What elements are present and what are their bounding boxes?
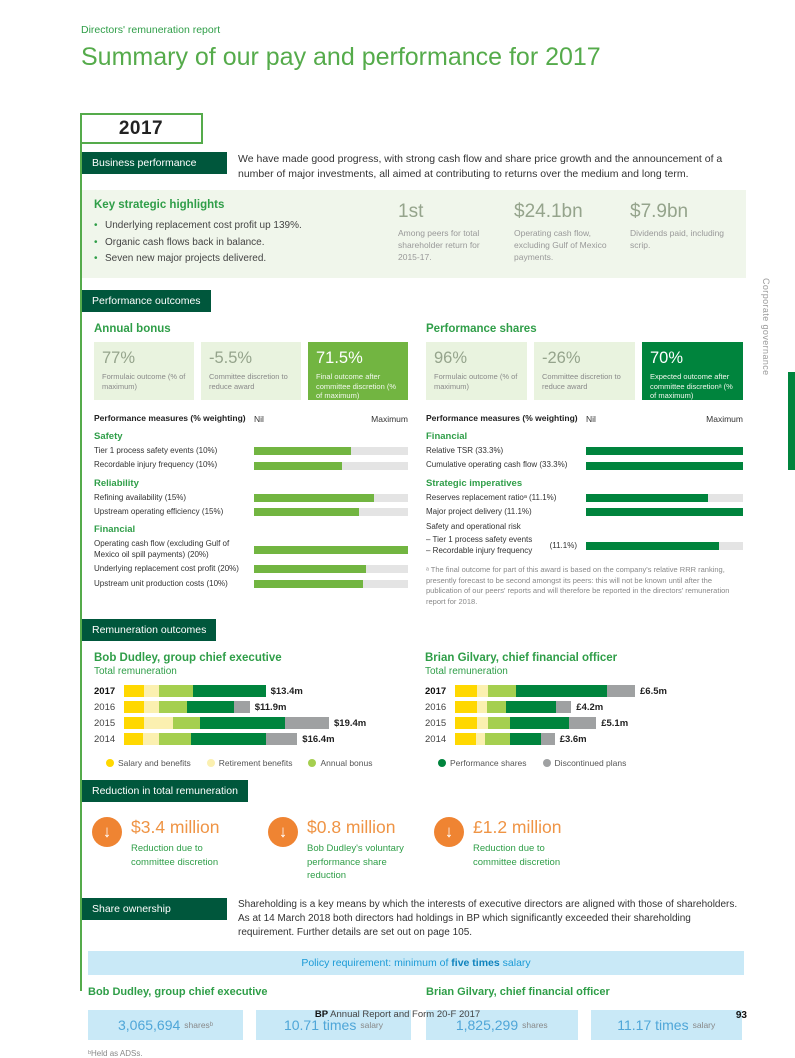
performance-outcomes-columns bbox=[82, 312, 746, 607]
bar-segment bbox=[488, 717, 510, 729]
remuneration-bar-row bbox=[94, 685, 407, 697]
executive-name: Brian Gilvary, chief financial officer bbox=[425, 652, 618, 665]
stat-caption: Among peers for total shareholder return for 2015-17. bbox=[398, 228, 480, 263]
scale-nil-label: Nil bbox=[586, 413, 596, 424]
bar-segment bbox=[159, 685, 193, 697]
stacked-bar bbox=[455, 701, 571, 713]
measure-bar-track bbox=[586, 508, 743, 516]
chart-subtitle: Total remuneration bbox=[94, 666, 177, 678]
reduction-value: $0.8 million bbox=[307, 817, 396, 838]
measure-label: Operating cash flow (excluding Gulf of Mexico oil spill payments) (20%) bbox=[94, 539, 230, 559]
measure-group-heading: Financial bbox=[94, 524, 136, 536]
bar-segment bbox=[144, 717, 173, 729]
dudley-chart-block bbox=[82, 652, 417, 749]
section-label-performance-outcomes: Performance outcomes bbox=[82, 290, 211, 312]
year-label: 2015 bbox=[425, 717, 447, 729]
down-arrow-icon: ↓ bbox=[434, 817, 464, 847]
bar-segment bbox=[285, 717, 329, 729]
down-arrow-icon: ↓ bbox=[92, 817, 122, 847]
measure-bar-track bbox=[254, 508, 408, 516]
reduction-value: £1.2 million bbox=[473, 817, 562, 838]
scale-maximum-label: Maximum bbox=[371, 413, 408, 424]
bar-segment bbox=[477, 717, 488, 729]
report-eyebrow: Directors' remuneration report bbox=[81, 24, 221, 36]
rrr-footnote: ᵃ The final outcome for part of this award is based on the company's relative RRR ranking, presently forecast to be second amongst its peers: this will not be known until after the publication of our peers' reports and will therefore be reported in the directors' remuneration report for 2018. bbox=[426, 565, 730, 606]
measure-bar-track bbox=[586, 542, 743, 550]
measure-group-heading: Strategic imperatives bbox=[426, 477, 523, 489]
section-label-share-ownership: Share ownership bbox=[82, 898, 227, 920]
reduction-caption: Reduction due to committee discretion bbox=[131, 843, 219, 868]
stat-item bbox=[630, 201, 734, 268]
legend-group-right bbox=[418, 758, 626, 768]
remuneration-bar-row bbox=[425, 733, 742, 745]
bar-total-label: $13.4m bbox=[270, 685, 303, 697]
measure-label: Major project delivery (11.1%) bbox=[426, 507, 532, 517]
outcome-caption: Formulaic outcome (% of maximum) bbox=[102, 371, 186, 391]
section-label-reduction: Reduction in total remuneration bbox=[82, 780, 248, 802]
intro-text: We have made good progress, with strong cash flow and share price growth and the announcement of a number of major investments, all aimed at contributing to returns over the medium and long term. bbox=[238, 153, 723, 180]
measures-table-header bbox=[94, 413, 408, 424]
bar-total-label: £6.5m bbox=[640, 685, 667, 697]
stat-value: 1st bbox=[398, 201, 424, 223]
share-ownership-text: Shareholding is a key means by which the interests of executive directors are aligned with those of shareholders. As at 14 March 2018 both directors had holdings in BP which significantly exceeded their shareholding requirement. Further details are set out on page 105. bbox=[238, 899, 738, 939]
outcome-box-final bbox=[308, 342, 408, 400]
measure-bar-track bbox=[254, 565, 408, 573]
remuneration-bar-row bbox=[425, 685, 742, 697]
measure-bar-fill bbox=[586, 542, 719, 550]
legend-label: Discontinued plans bbox=[554, 758, 627, 769]
measure-row bbox=[426, 446, 743, 456]
page-number: 93 bbox=[735, 1010, 747, 1021]
outcome-box-discretion bbox=[534, 342, 635, 400]
legend-item bbox=[438, 758, 527, 768]
outcome-value: -5.5% bbox=[209, 348, 253, 367]
measure-bar-fill bbox=[254, 580, 363, 588]
scale-nil-label: Nil bbox=[254, 413, 264, 424]
policy-requirement-banner bbox=[88, 951, 744, 975]
measure-bar-track bbox=[586, 462, 743, 470]
measure-row bbox=[426, 535, 743, 556]
reduction-caption: Reduction due to committee discretion bbox=[473, 843, 561, 868]
measure-row bbox=[94, 446, 408, 456]
legend-dot bbox=[106, 759, 114, 767]
gilvary-stacked-chart bbox=[425, 685, 742, 745]
stat-value: $24.1bn bbox=[514, 201, 583, 223]
highlights-list-block bbox=[94, 199, 398, 268]
bar-segment bbox=[143, 733, 159, 745]
ads-footnote: ᵇHeld as ADSs. bbox=[88, 1049, 143, 1058]
measures-header-scale bbox=[254, 414, 408, 424]
bar-segment bbox=[510, 733, 540, 745]
bar-total-label: £3.6m bbox=[559, 733, 587, 745]
measure-bar-fill bbox=[254, 447, 351, 455]
year-label: 2014 bbox=[94, 733, 116, 745]
bar-total-label: $16.4m bbox=[302, 733, 335, 745]
measure-row bbox=[426, 507, 743, 517]
remuneration-bar-row bbox=[425, 701, 742, 713]
bar-segment bbox=[144, 685, 159, 697]
bar-segment bbox=[173, 717, 200, 729]
measures-header-label: Performance measures (% weighting) bbox=[426, 412, 578, 423]
measure-bar-track bbox=[254, 546, 408, 554]
salary-unit: salary bbox=[360, 1020, 384, 1031]
measure-bar-fill bbox=[254, 462, 342, 470]
year-label: 2017 bbox=[80, 113, 203, 144]
measure-bar-fill bbox=[254, 508, 359, 516]
highlight-stats bbox=[398, 199, 734, 268]
measure-label-lines: – Tier 1 process safety events – Recordable injury frequency bbox=[426, 535, 533, 555]
measure-group-heading: Financial bbox=[426, 430, 468, 442]
measure-bar-fill bbox=[254, 546, 408, 554]
stacked-bar bbox=[124, 685, 266, 697]
business-performance-section bbox=[82, 152, 746, 181]
down-arrow-icon: ↓ bbox=[268, 817, 298, 847]
measure-label: Relative TSR (33.3%) bbox=[426, 445, 504, 455]
measure-group-heading: Reliability bbox=[94, 477, 139, 489]
measure-row bbox=[426, 493, 743, 503]
salary-multiple: 10.71 times bbox=[283, 1017, 357, 1034]
outcome-caption: Formulaic outcome (% of maximum) bbox=[434, 371, 518, 391]
performance-shares-outcome-boxes bbox=[426, 342, 743, 400]
measure-bar-fill bbox=[586, 508, 743, 516]
stacked-bar bbox=[124, 701, 250, 713]
reduction-items bbox=[82, 802, 746, 888]
bar-segment bbox=[124, 701, 144, 713]
year-label: 2014 bbox=[425, 733, 447, 745]
measure-row bbox=[94, 579, 408, 589]
measure-bar-track bbox=[586, 494, 743, 502]
shares-count: 3,065,694 bbox=[117, 1017, 181, 1034]
performance-shares-title: Performance shares bbox=[426, 322, 537, 335]
reduction-caption: Bob Dudley's voluntary performance share reduction bbox=[307, 843, 404, 881]
outcome-value: -26% bbox=[542, 348, 581, 367]
measure-label: Recordable injury frequency (10%) bbox=[94, 460, 218, 470]
measure-label: Refining availability (15%) bbox=[94, 492, 187, 502]
bar-total-label: £4.2m bbox=[576, 701, 604, 713]
year-label: 2017 bbox=[94, 685, 116, 697]
stat-item bbox=[514, 201, 618, 268]
section-tab-bar bbox=[788, 372, 795, 470]
bar-segment bbox=[487, 701, 506, 713]
remuneration-bar-row bbox=[94, 717, 407, 729]
annual-bonus-outcome-boxes bbox=[94, 342, 408, 400]
measure-bar-track bbox=[254, 462, 408, 470]
measure-label: Cumulative operating cash flow (33.3%) bbox=[426, 460, 568, 470]
remuneration-bar-row bbox=[94, 733, 407, 745]
measure-group-heading: Safety bbox=[94, 430, 123, 442]
bar-segment bbox=[477, 685, 488, 697]
legend-label: Performance shares bbox=[450, 758, 527, 769]
legend-item bbox=[543, 758, 627, 768]
outcome-value: 77% bbox=[102, 348, 136, 367]
highlight-bullet: • Organic cash flows back in balance. bbox=[94, 235, 398, 252]
stacked-bar bbox=[455, 733, 555, 745]
remuneration-charts bbox=[82, 652, 746, 749]
stat-caption: Operating cash flow, excluding Gulf of Mexico payments. bbox=[514, 228, 607, 263]
legend-item bbox=[308, 758, 372, 768]
measure-row bbox=[94, 564, 408, 574]
stat-item bbox=[398, 201, 502, 268]
measure-weighting: (11.1%) bbox=[549, 540, 577, 550]
bar-segment bbox=[488, 685, 516, 697]
measure-bar-track bbox=[254, 580, 408, 588]
measure-bar-track bbox=[254, 447, 408, 455]
measures-table-header bbox=[426, 413, 743, 424]
bar-segment bbox=[477, 701, 487, 713]
outcome-caption: Expected outcome after committee discretionᵃ (% of maximum) bbox=[650, 371, 733, 401]
reduction-item bbox=[434, 817, 610, 882]
reduction-item bbox=[268, 817, 434, 882]
measure-bar-track bbox=[586, 447, 743, 455]
remuneration-bar-row bbox=[425, 717, 742, 729]
page-header bbox=[81, 24, 601, 72]
measure-sublabel: Safety and operational risk bbox=[426, 522, 521, 532]
highlight-bullet: • Underlying replacement cost profit up 139%. bbox=[94, 218, 398, 235]
legend-dot bbox=[308, 759, 316, 767]
measure-label bbox=[426, 535, 586, 556]
stat-caption: Dividends paid, including scrip. bbox=[630, 228, 725, 251]
bar-segment bbox=[266, 733, 298, 745]
footer-brand: BP bbox=[314, 1009, 329, 1020]
shares-count: 1,825,299 bbox=[455, 1017, 519, 1034]
salary-unit: salary bbox=[692, 1020, 716, 1031]
bar-segment bbox=[607, 685, 635, 697]
bar-segment bbox=[476, 733, 486, 745]
measure-bar-fill bbox=[586, 462, 743, 470]
dudley-stacked-chart bbox=[94, 685, 407, 745]
bar-segment bbox=[556, 701, 571, 713]
measure-label: Underlying replacement cost profit (20%) bbox=[94, 564, 239, 574]
gilvary-chart-block bbox=[417, 652, 746, 749]
outcome-value: 71.5% bbox=[316, 348, 363, 367]
executive-name: Brian Gilvary, chief financial officer bbox=[426, 986, 610, 999]
shares-unit: shares bbox=[522, 1020, 548, 1031]
bar-segment bbox=[455, 701, 477, 713]
shares-unit: sharesᵇ bbox=[184, 1020, 214, 1031]
stacked-bar bbox=[455, 685, 635, 697]
measure-bar-fill bbox=[586, 447, 743, 455]
outcome-value: 70% bbox=[650, 348, 684, 367]
page-title: Summary of our pay and performance for 2017 bbox=[81, 43, 601, 71]
outcome-box-expected bbox=[642, 342, 743, 400]
bar-segment bbox=[569, 717, 597, 729]
outcome-caption: Final outcome after committee discretion (% of maximum) bbox=[316, 371, 397, 401]
footer-text: Annual Report and Form 20-F 2017 bbox=[328, 1009, 481, 1020]
year-label: 2016 bbox=[94, 701, 116, 713]
measure-bar-fill bbox=[586, 494, 708, 502]
reduction-item bbox=[92, 817, 268, 882]
highlight-bullet: • Seven new major projects delivered. bbox=[94, 251, 398, 268]
stat-value: $7.9bn bbox=[630, 201, 689, 223]
outcome-caption: Committee discretion to reduce award bbox=[209, 371, 288, 391]
measure-label: Reserves replacement ratioᵃ (11.1%) bbox=[426, 492, 557, 502]
bar-segment bbox=[234, 701, 250, 713]
stacked-bar bbox=[455, 717, 596, 729]
bar-segment bbox=[124, 717, 144, 729]
section-tab-label: Corporate governance bbox=[761, 278, 771, 376]
bar-segment bbox=[455, 733, 476, 745]
section-label-business-performance: Business performance bbox=[82, 152, 227, 174]
legend-label: Salary and benefits bbox=[118, 758, 191, 769]
measure-label: Tier 1 process safety events (10%) bbox=[94, 445, 218, 455]
legend-dot bbox=[207, 759, 215, 767]
bar-segment bbox=[159, 701, 188, 713]
performance-shares-column bbox=[418, 312, 747, 607]
bar-segment bbox=[193, 685, 266, 697]
measures-header-label: Performance measures (% weighting) bbox=[94, 412, 246, 423]
key-strategic-highlights bbox=[82, 190, 746, 278]
outcome-box-formulaic bbox=[94, 342, 194, 400]
policy-prefix: Policy requirement: minimum of bbox=[301, 957, 452, 970]
measure-bar-fill bbox=[254, 565, 366, 573]
bar-total-label: £5.1m bbox=[601, 717, 629, 729]
scale-maximum-label: Maximum bbox=[706, 413, 743, 424]
bar-segment bbox=[510, 717, 568, 729]
policy-suffix: salary bbox=[499, 957, 531, 970]
section-label-remuneration-outcomes: Remuneration outcomes bbox=[82, 619, 216, 641]
legend-label: Annual bonus bbox=[320, 758, 373, 769]
measures-header-scale bbox=[586, 414, 743, 424]
legend-dot bbox=[438, 759, 446, 767]
bar-segment bbox=[124, 685, 144, 697]
bar-segment bbox=[455, 685, 477, 697]
year-label: 2015 bbox=[94, 717, 116, 729]
bar-segment bbox=[200, 717, 285, 729]
legend-item bbox=[106, 758, 191, 768]
reduction-value: $3.4 million bbox=[131, 817, 220, 838]
bar-segment bbox=[455, 717, 477, 729]
chart-subtitle: Total remuneration bbox=[425, 666, 508, 678]
legend-label: Retirement benefits bbox=[218, 758, 293, 769]
executive-name: Bob Dudley, group chief executive bbox=[88, 986, 268, 999]
bar-segment bbox=[187, 701, 233, 713]
measure-row bbox=[426, 460, 743, 470]
highlights-title: Key strategic highlights bbox=[94, 199, 225, 212]
bar-total-label: $19.4m bbox=[334, 717, 367, 729]
bar-segment bbox=[541, 733, 555, 745]
legend-dot bbox=[543, 759, 551, 767]
legend-group-left bbox=[82, 758, 418, 768]
stacked-bar bbox=[124, 733, 297, 745]
measure-row bbox=[94, 493, 408, 503]
measure-label: Upstream operating efficiency (15%) bbox=[94, 507, 224, 517]
bar-segment bbox=[191, 733, 266, 745]
annual-bonus-column bbox=[82, 312, 418, 607]
remuneration-legend bbox=[82, 758, 746, 768]
highlights-list bbox=[94, 218, 398, 268]
stacked-bar bbox=[124, 717, 329, 729]
executive-name: Bob Dudley, group chief executive bbox=[94, 652, 282, 665]
annual-bonus-measures bbox=[94, 431, 408, 589]
share-ownership-section bbox=[82, 898, 746, 940]
measure-label: Upstream unit production costs (10%) bbox=[94, 578, 228, 588]
measure-row bbox=[94, 539, 408, 560]
bar-total-label: $11.9m bbox=[254, 701, 287, 713]
bar-segment bbox=[485, 733, 510, 745]
legend-item bbox=[207, 758, 293, 768]
policy-bold: five times bbox=[451, 957, 500, 970]
measure-row bbox=[94, 460, 408, 470]
salary-multiple: 11.17 times bbox=[617, 1017, 689, 1034]
remuneration-bar-row bbox=[94, 701, 407, 713]
outcome-box-discretion bbox=[201, 342, 301, 400]
measure-bar-fill bbox=[254, 494, 374, 502]
measure-bar-track bbox=[254, 494, 408, 502]
outcome-box-formulaic bbox=[426, 342, 527, 400]
page-footer bbox=[0, 1009, 795, 1020]
bar-segment bbox=[144, 701, 159, 713]
year-label: 2017 bbox=[425, 685, 447, 697]
outcome-caption: Committee discretion to reduce award bbox=[542, 371, 621, 391]
bar-segment bbox=[124, 733, 143, 745]
performance-shares-measures bbox=[426, 431, 743, 556]
outcome-value: 96% bbox=[434, 348, 468, 367]
bar-segment bbox=[159, 733, 191, 745]
bar-segment bbox=[506, 701, 556, 713]
year-label: 2016 bbox=[425, 701, 447, 713]
bar-segment bbox=[516, 685, 607, 697]
measure-row bbox=[94, 507, 408, 517]
annual-bonus-title: Annual bonus bbox=[94, 322, 171, 335]
